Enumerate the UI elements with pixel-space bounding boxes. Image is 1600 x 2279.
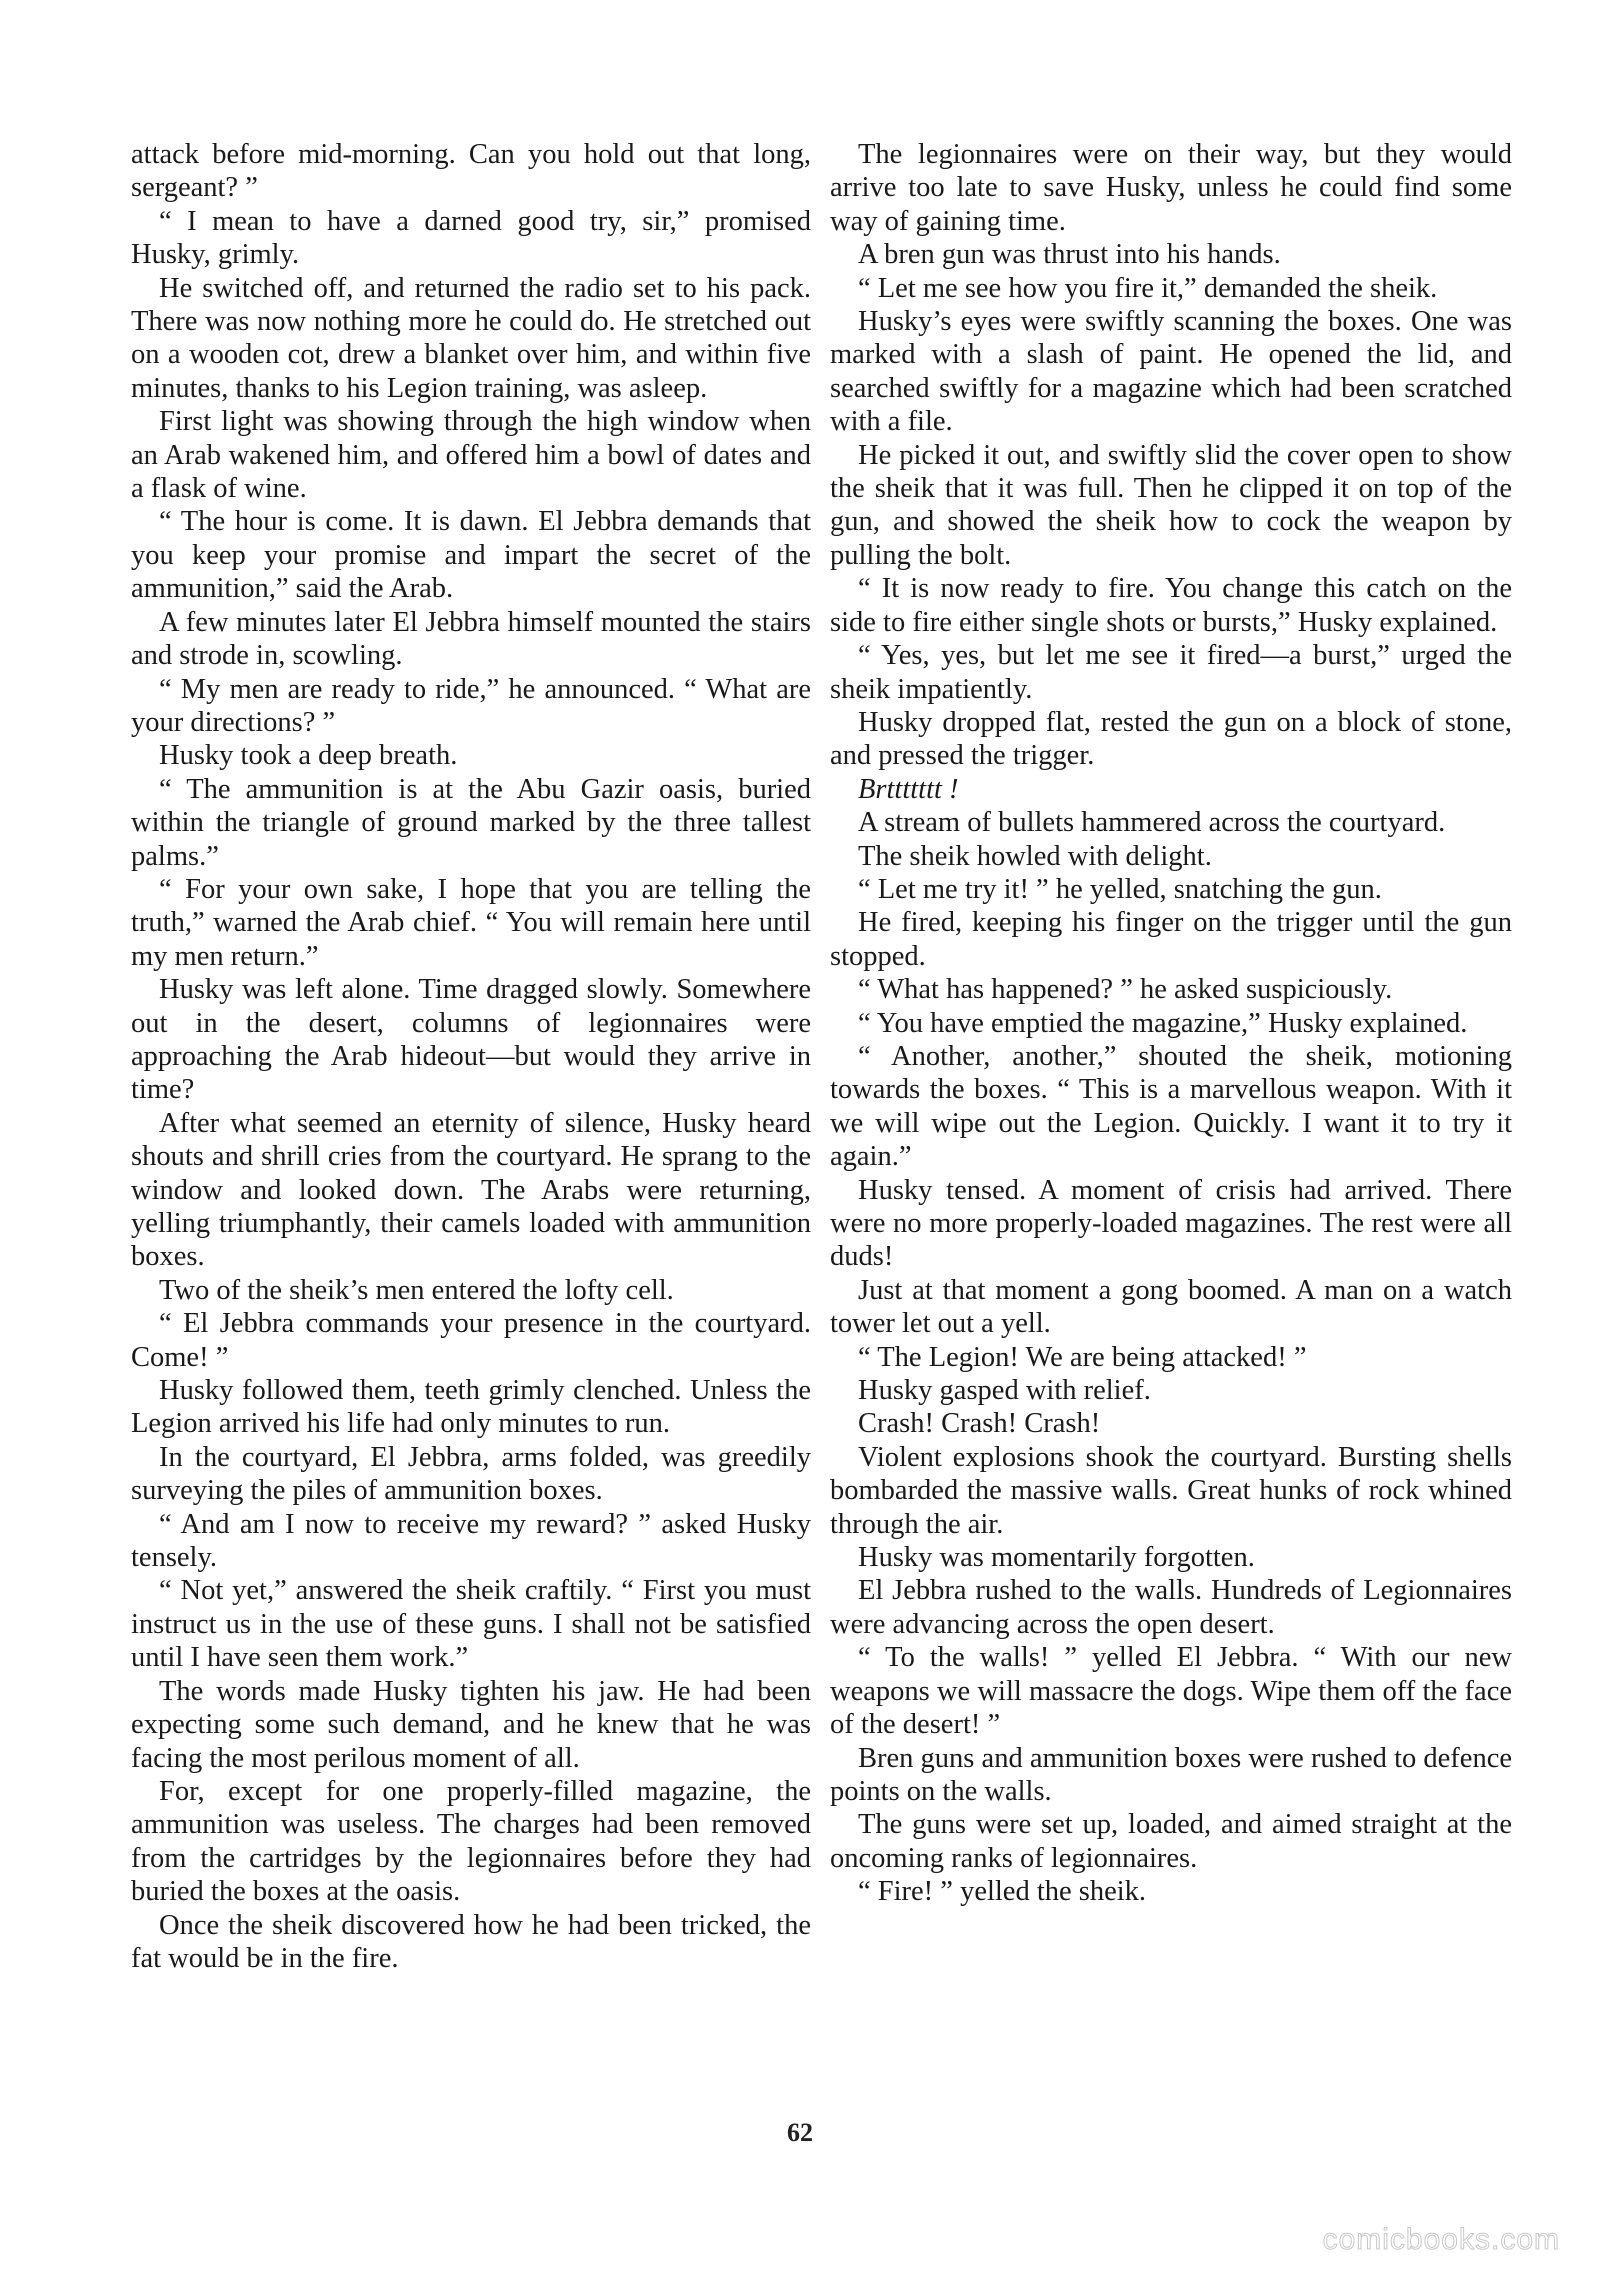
- paragraph: Crash! Crash! Crash!: [858, 1408, 1101, 1440]
- paragraph: “ My men are ready to ride,” he announced. “ What are your directions? ”: [131, 673, 811, 738]
- paragraph: “ The ammunition is at the Abu Gazir oasis, buried within the triangle of ground marked by the three tallest palms.”: [131, 773, 811, 872]
- paragraph: “ The hour is come. It is dawn. El Jebbra demands that you keep your promise and impart the secret of the ammunition,” said the Arab.: [131, 506, 811, 605]
- paragraph: Violent explosions shook the courtyard. Bursting shells bombarded the massive walls. Great hunks of rock whined through the air.: [830, 1441, 1512, 1540]
- paragraph: “ I mean to have a darned good try, sir,” promised Husky, grimly.: [131, 205, 811, 271]
- paragraph: “ Fire! ” yelled the sheik.: [858, 1876, 1147, 1908]
- paragraph: Once the sheik discovered how he had been tricked, the fat would be in the fire.: [131, 1909, 811, 1974]
- paragraph: Husky took a deep breath.: [159, 740, 458, 772]
- paragraph: “ You have emptied the magazine,” Husky explained.: [858, 1007, 1468, 1039]
- paragraph: He switched off, and returned the radio set to his pack. There was now nothing more he could do. He stretched out on a wooden cot, drew a blanket over him, and within five minutes, thanks to his Legion training, was asleep.: [131, 272, 811, 404]
- paragraph: A stream of bullets hammered across the courtyard.: [858, 807, 1446, 839]
- paragraph: “ Not yet,” answered the sheik craftily. “ First you must instruct us in the use of these guns. I shall not be satisfied until I have seen them work.”: [131, 1575, 811, 1674]
- paragraph: First light was showing through the high window when an Arab wakened him, and offered him a bowl of dates and a flask of wine.: [131, 406, 811, 505]
- paragraph: Husky was momentarily forgotten.: [858, 1542, 1255, 1574]
- paragraph: “ Another, another,” shouted the sheik, motioning towards the boxes. “ This is a marvellous weapon. With it we will wipe out the Legion. Quickly. I want it to try it again.”: [830, 1040, 1512, 1173]
- paragraph: Husky tensed. A moment of crisis had arrived. There were no more properly-loaded magazines. The rest were all duds!: [830, 1174, 1512, 1273]
- paragraph: “ What has happened? ” he asked suspiciously.: [858, 974, 1393, 1006]
- paragraph: The words made Husky tighten his jaw. He had been expecting some such demand, and he knew that he was facing the most perilous moment of all.: [131, 1675, 811, 1774]
- right-text-column: [830, 138, 1512, 1909]
- paragraph: Husky was left alone. Time dragged slowly. Somewhere out in the desert, columns of legionnaires were approaching the Arab hideout—but would they arrive in time?: [131, 974, 811, 1106]
- paragraph: A bren gun was thrust into his hands.: [858, 239, 1281, 271]
- paragraph: Husky gasped with relief.: [858, 1375, 1151, 1407]
- left-text-column: [131, 138, 811, 1975]
- paragraph: The legionnaires were on their way, but they would arrive too late to save Husky, unless he could find some way of gaining time.: [830, 139, 1512, 237]
- paragraph: “ The Legion! We are being attacked! ”: [858, 1341, 1307, 1373]
- paragraph: In the courtyard, El Jebbra, arms folded, was greedily surveying the piles of ammunition boxes.: [131, 1441, 811, 1507]
- page-number: 62: [787, 2118, 813, 2147]
- paragraph: “ El Jebbra commands your presence in the courtyard. Come! ”: [131, 1308, 811, 1373]
- paragraph: “ It is now ready to fire. You change this catch on the side to fire either single shots or bursts,” Husky explained.: [830, 573, 1512, 638]
- paragraph: Husky’s eyes were swiftly scanning the boxes. One was marked with a slash of paint. He opened the lid, and searched swiftly for a magazine which had been scratched with a file.: [830, 306, 1512, 438]
- paragraph: For, except for one properly-filled magazine, the ammunition was useless. The charges had been removed from the cartridges by the legionnaires before they had buried the boxes at the oasis.: [131, 1775, 811, 1908]
- paragraph: “ To the walls! ” yelled El Jebbra. “ With our new weapons we will massacre the dogs. Wipe them off the face of the desert! ”: [830, 1642, 1512, 1741]
- paragraph: A few minutes later El Jebbra himself mounted the stairs and strode in, scowling.: [131, 606, 811, 672]
- watermark-logo: comicbooks.com: [1322, 2223, 1560, 2256]
- paragraph: Husky followed them, teeth grimly clenched. Unless the Legion arrived his life had only minutes to run.: [131, 1375, 811, 1440]
- sound-effect-text: Brttttttt !: [858, 773, 959, 805]
- paragraph: Bren guns and ammunition boxes were rushed to defence points on the walls.: [830, 1742, 1512, 1807]
- paragraph: attack before mid-morning. Can you hold out that long, sergeant? ”: [131, 139, 811, 204]
- paragraph: The guns were set up, loaded, and aimed straight at the oncoming ranks of legionnaires.: [830, 1809, 1512, 1874]
- paragraph: After what seemed an eternity of silence, Husky heard shouts and shrill cries from the courtyard. He sprang to the window and looked down. The Arabs were returning, yelling triumphantly, their camels loaded with ammunition boxes.: [131, 1107, 811, 1273]
- paragraph: “ And am I now to receive my reward? ” asked Husky tensely.: [131, 1508, 811, 1574]
- paragraph: El Jebbra rushed to the walls. Hundreds of Legionnaires were advancing across the open desert.: [830, 1575, 1512, 1640]
- paragraph: Husky dropped flat, rested the gun on a block of stone, and pressed the trigger.: [830, 706, 1512, 772]
- paragraph: He fired, keeping his finger on the trigger until the gun stopped.: [830, 907, 1512, 972]
- paragraph: Two of the sheik’s men entered the lofty cell.: [159, 1274, 674, 1306]
- paragraph: “ Let me try it! ” he yelled, snatching the gun.: [858, 873, 1382, 905]
- paragraph: Just at that moment a gong boomed. A man on a watch tower let out a yell.: [830, 1274, 1512, 1340]
- paragraph: “ Let me see how you fire it,” demanded the sheik.: [858, 272, 1438, 304]
- paragraph: “ For your own sake, I hope that you are telling the truth,” warned the Arab chief. “ You will remain here until my men return.”: [131, 873, 811, 972]
- paragraph: He picked it out, and swiftly slid the cover open to show the sheik that it was full. Then he clipped it on top of the gun, and showed the sheik how to cock the weapon by pulling the bolt.: [830, 439, 1512, 571]
- paragraph: “ Yes, yes, but let me see it fired—a burst,” urged the sheik impatiently.: [830, 640, 1512, 705]
- paragraph: The sheik howled with delight.: [858, 840, 1212, 872]
